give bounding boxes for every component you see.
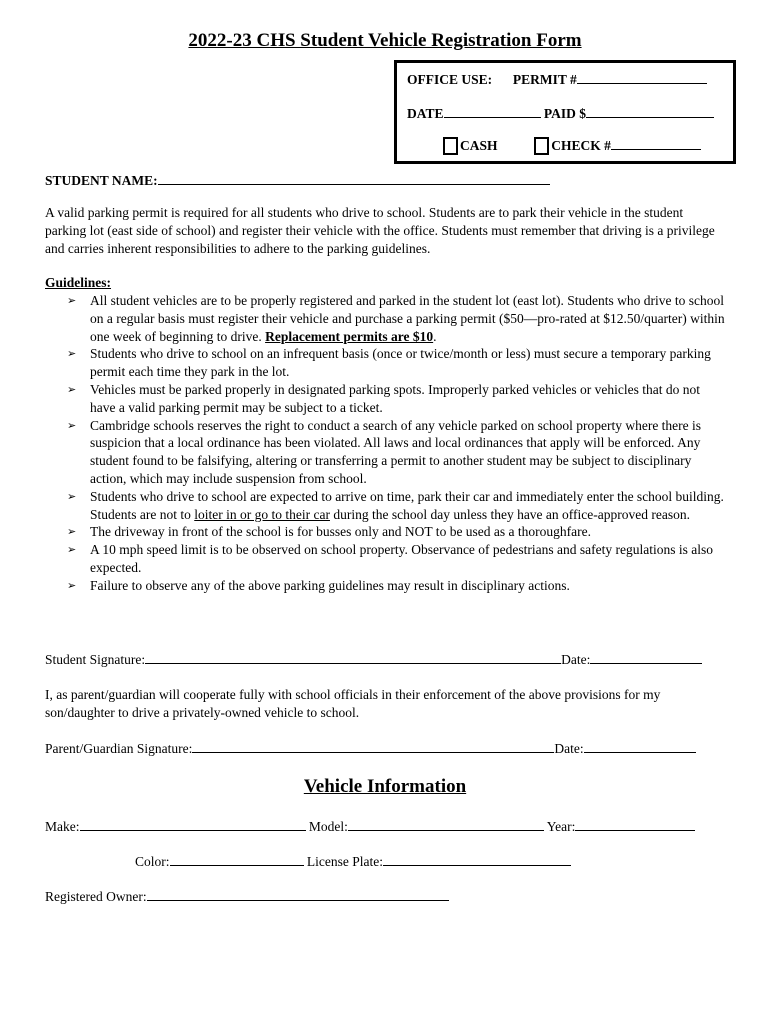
parent-signature-row xyxy=(45,740,696,757)
arrow-bullet-icon: ➢ xyxy=(67,525,77,539)
student-name-row xyxy=(45,172,550,189)
vehicle-info-title: Vehicle Information xyxy=(303,776,467,797)
date-paid-row xyxy=(407,105,714,122)
parent-date-field[interactable] xyxy=(584,740,696,753)
model-label: Model: xyxy=(308,819,348,834)
year-label: Year: xyxy=(546,819,576,834)
payment-row xyxy=(443,137,701,155)
student-signature-row xyxy=(45,651,702,668)
office-date-field[interactable] xyxy=(444,105,541,118)
guideline-text: . xyxy=(433,328,437,344)
list-item xyxy=(45,577,725,595)
parent-date-label: Date: xyxy=(554,741,584,756)
guideline-text: A 10 mph speed limit is to be observed on school property. Observance of pedestrians and safety regulations is also expected. xyxy=(90,542,713,575)
student-date-field[interactable] xyxy=(590,651,702,664)
parent-signature-field[interactable] xyxy=(192,740,554,753)
office-date-label: DATE xyxy=(407,106,444,121)
intro-paragraph: A valid parking permit is required for all students who drive to school. Students are to park their vehicle in the student parking lot (east side of school) and register their vehicle with the office. Students must remember that driving is a privilege and carries inherent responsibilities to adhere to the parking guidelines. xyxy=(45,205,715,256)
arrow-bullet-icon: ➢ xyxy=(67,543,77,557)
year-field[interactable] xyxy=(575,818,695,831)
model-field[interactable] xyxy=(348,818,544,831)
list-item xyxy=(45,488,725,524)
student-name-field[interactable] xyxy=(158,172,550,185)
registered-owner-label: Registered Owner: xyxy=(45,889,147,904)
paid-label: PAID $ xyxy=(543,106,587,121)
arrow-bullet-icon: ➢ xyxy=(67,347,77,361)
form-title: 2022-23 CHS Student Vehicle Registration Form xyxy=(188,30,582,51)
vehicle-row-1 xyxy=(45,818,695,835)
color-label: Color: xyxy=(135,854,170,869)
list-item xyxy=(45,345,725,381)
office-use-row xyxy=(407,71,707,88)
list-item xyxy=(45,381,725,417)
list-item xyxy=(45,292,725,345)
arrow-bullet-icon: ➢ xyxy=(67,489,77,503)
loiter-note: loiter in or go to their car xyxy=(194,506,330,522)
office-use-label: OFFICE USE: xyxy=(407,72,493,87)
list-item xyxy=(45,417,725,488)
guideline-text: The driveway in front of the school is for busses only and NOT to be used as a thoroughfare. xyxy=(90,524,592,540)
cash-checkbox[interactable] xyxy=(443,137,458,155)
license-plate-field[interactable] xyxy=(383,853,571,866)
guideline-text: Failure to observe any of the above parking guidelines may result in disciplinary actions. xyxy=(90,577,570,593)
student-signature-label: Student Signature: xyxy=(45,652,146,667)
list-item xyxy=(45,541,725,577)
registered-owner-field[interactable] xyxy=(147,888,449,901)
license-plate-label: License Plate: xyxy=(306,854,383,869)
arrow-bullet-icon: ➢ xyxy=(67,382,77,396)
parent-statement: I, as parent/guardian will cooperate fully with school officials in their enforcement of the above provisions for my son/daughter to drive a privately-owned vehicle to school. xyxy=(45,687,661,720)
student-name-label: STUDENT NAME: xyxy=(45,173,158,188)
guideline-text: All student vehicles are to be properly registered and parked in the student lot (east lot). Students who drive to school on a regular basis must register their vehicle and purchase a parking permit ($50—pro-rated at $12.50/quarter) within one week of beginning to drive. xyxy=(90,293,725,344)
make-field[interactable] xyxy=(80,818,306,831)
arrow-bullet-icon: ➢ xyxy=(67,294,77,307)
guideline-text: Students who drive to school are expected to arrive on time, park their car and immediately enter the school building. Students are not to xyxy=(90,488,724,522)
guideline-text: Students who drive to school on an infrequent basis (once or twice/month or less) must secure a temporary parking permit each time they park in the lot. xyxy=(90,346,711,380)
check-label: CHECK # xyxy=(551,138,611,153)
arrow-bullet-icon: ➢ xyxy=(67,418,77,432)
check-number-field[interactable] xyxy=(611,137,701,150)
parent-signature-label: Parent/Guardian Signature: xyxy=(45,741,193,756)
guideline-text: Vehicles must be parked properly in designated parking spots. Improperly parked vehicles or vehicles that do not have a valid parking permit may be subject to a ticket. xyxy=(90,381,700,415)
arrow-bullet-icon: ➢ xyxy=(67,578,77,592)
list-item xyxy=(45,523,725,541)
check-checkbox[interactable] xyxy=(534,137,549,155)
permit-label: PERMIT # xyxy=(512,72,577,87)
replacement-permit-note: Replacement permits are $10 xyxy=(265,328,434,344)
cash-label: CASH xyxy=(460,138,498,153)
guidelines-heading: Guidelines: xyxy=(45,275,112,290)
guidelines-list xyxy=(45,292,725,595)
paid-field[interactable] xyxy=(586,105,714,118)
student-date-label: Date: xyxy=(561,652,591,667)
permit-field[interactable] xyxy=(577,71,707,84)
color-field[interactable] xyxy=(170,853,304,866)
guideline-text: during the school day unless they have an office-approved reason. xyxy=(329,506,690,522)
office-use-box xyxy=(394,60,736,164)
guideline-text: Cambridge schools reserves the right to conduct a search of any vehicle parked on school property where there is suspicion that a local ordinance has been violated. All laws and local ordinances that apply will be enforced. Any student found to be falsifying, altering or transferring a permit to another student may be subject to disciplinary action, which may include suspension from school. xyxy=(90,417,702,486)
student-signature-field[interactable] xyxy=(145,651,561,664)
vehicle-row-2 xyxy=(135,853,571,870)
make-label: Make: xyxy=(45,819,80,834)
registered-owner-row xyxy=(45,888,449,905)
